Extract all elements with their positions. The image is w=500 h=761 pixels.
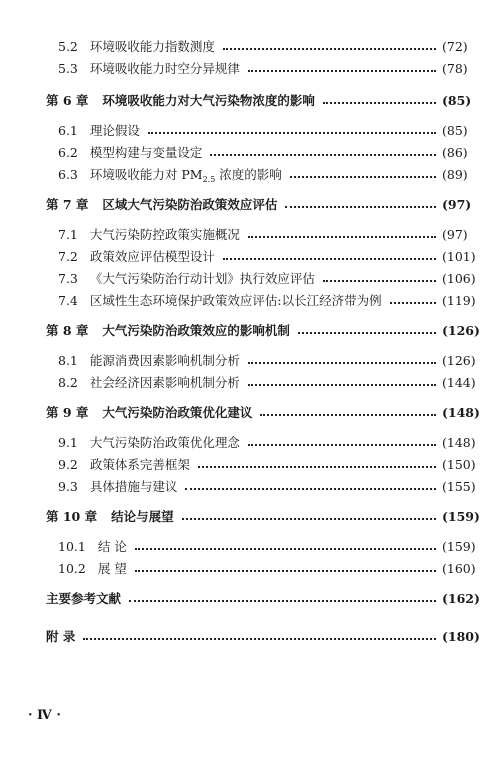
page-number: (119) — [442, 292, 476, 308]
chapter-number: 第 9 章 — [46, 405, 89, 420]
title-part: 浓度的影响 — [215, 166, 282, 182]
section-title: 区域性生态环境保护政策效应评估:以长江经济带为例 — [89, 293, 382, 308]
section-number: 7.3 — [58, 270, 78, 286]
dot-leader — [129, 600, 436, 602]
toc-entry-5-2[interactable] — [0, 36, 500, 56]
chapter-title: 区域大气污染防治政策效应评估 — [102, 197, 278, 212]
section-number: 6.1 — [58, 122, 78, 138]
section-number: 9.3 — [58, 478, 78, 494]
section-number: 6.3 — [58, 166, 78, 182]
section-title: 理论假设 — [89, 123, 140, 138]
dot-leader — [185, 488, 436, 490]
page-number: (85) — [442, 122, 468, 138]
page-number: (159) — [442, 538, 476, 554]
toc-entry-9-1[interactable] — [0, 432, 500, 452]
section-number: 7.4 — [58, 292, 78, 308]
toc-entry-chapter-8[interactable] — [0, 320, 500, 340]
page-number: (126) — [442, 322, 480, 338]
dot-leader — [210, 154, 436, 156]
section-number: 10.1 — [58, 538, 86, 554]
chapter-title: 环境吸收能力对大气污染物浓度的影响 — [102, 93, 315, 108]
dot-leader — [248, 444, 436, 446]
page-number: (155) — [442, 478, 476, 494]
section-title: 能源消费因素影响机制分析 — [89, 353, 240, 368]
toc-entry-9-3[interactable] — [0, 476, 500, 496]
dot-leader — [260, 414, 436, 416]
dot-leader — [198, 466, 436, 468]
chapter-title: 结论与展望 — [111, 509, 174, 524]
dot-leader — [298, 332, 436, 334]
page-number: (150) — [442, 456, 476, 472]
section-title: 环境吸收能力指数测度 — [89, 39, 215, 54]
dot-leader — [248, 70, 436, 72]
page-number: (89) — [442, 166, 468, 182]
section-title: 环境吸收能力时空分异规律 — [89, 61, 240, 76]
dot-leader — [223, 48, 436, 50]
page-number: (106) — [442, 270, 476, 286]
section-title: 政策体系完善框架 — [89, 457, 190, 472]
section-number: 10.2 — [58, 560, 86, 576]
toc-entry-8-1[interactable] — [0, 350, 500, 370]
dot-leader — [223, 258, 436, 260]
chapter-number: 第 7 章 — [46, 197, 89, 212]
dot-leader — [248, 236, 436, 238]
dot-leader — [182, 518, 436, 520]
toc-entry-chapter-9[interactable] — [0, 402, 500, 422]
toc-entry-6-2[interactable] — [0, 142, 500, 162]
toc-entry-chapter-10[interactable] — [0, 506, 500, 526]
toc-entry-10-1[interactable] — [0, 536, 500, 556]
chapter-number: 第 6 章 — [46, 93, 89, 108]
toc-entry-appendix[interactable] — [0, 626, 500, 646]
chapter-title: 大气污染防治政策效应的影响机制 — [102, 323, 290, 338]
dot-leader — [390, 302, 436, 304]
section-number: 7.1 — [58, 226, 78, 242]
page-number: (78) — [442, 60, 468, 76]
section-number: 8.1 — [58, 352, 78, 368]
page-number: (72) — [442, 38, 468, 54]
section-title: 《大气污染防治行动计划》执行效应评估 — [89, 271, 315, 286]
section-title: 模型构建与变量设定 — [89, 145, 203, 160]
page-number: (126) — [442, 352, 476, 368]
page-number: (86) — [442, 144, 468, 160]
page-number: (148) — [442, 404, 480, 420]
toc-entry-7-4[interactable] — [0, 290, 500, 310]
section-number: 6.2 — [58, 144, 78, 160]
section-title: 具体措施与建议 — [89, 479, 178, 494]
dot-leader — [248, 384, 436, 386]
toc-entry-7-2[interactable] — [0, 246, 500, 266]
page-number: (144) — [442, 374, 476, 390]
toc-entry-9-2[interactable] — [0, 454, 500, 474]
dot-leader — [248, 362, 436, 364]
page-number: (101) — [442, 248, 476, 264]
section-number: 5.2 — [58, 38, 78, 54]
toc-entry-7-1[interactable] — [0, 224, 500, 244]
dot-leader — [135, 570, 436, 572]
section-number: 8.2 — [58, 374, 78, 390]
dot-leader — [83, 638, 436, 640]
subscript: 2.5 — [202, 174, 216, 184]
page-number: (162) — [442, 590, 480, 606]
section-number: 9.1 — [58, 434, 78, 450]
toc-entry-6-1[interactable] — [0, 120, 500, 140]
toc-entry-chapter-7[interactable] — [0, 194, 500, 214]
section-title: 结 论 — [97, 539, 127, 554]
appendix-title: 附 录 — [46, 629, 76, 644]
dot-leader — [323, 102, 436, 104]
section-title: 大气污染防治政策优化理念 — [89, 435, 240, 450]
page-number: (180) — [442, 628, 480, 644]
title-part: 环境吸收能力对 PM — [89, 166, 203, 182]
section-title: 展 望 — [97, 561, 127, 576]
page-number: (148) — [442, 434, 476, 450]
chapter-number: 第 10 章 — [46, 509, 98, 524]
chapter-number: 第 8 章 — [46, 323, 89, 338]
dot-leader — [290, 176, 436, 178]
dot-leader — [135, 548, 436, 550]
page-footer-number: · Ⅳ · — [28, 708, 61, 723]
page-number: (85) — [442, 92, 472, 108]
page-number: (159) — [442, 508, 480, 524]
chapter-title: 大气污染防治政策优化建议 — [102, 405, 253, 420]
dot-leader — [285, 206, 436, 208]
dot-leader — [148, 132, 436, 134]
section-title: 政策效应评估模型设计 — [89, 249, 215, 264]
toc-entry-7-3[interactable] — [0, 268, 500, 288]
section-number: 5.3 — [58, 60, 78, 76]
references-title: 主要参考文献 — [46, 591, 122, 606]
toc-entry-chapter-6[interactable] — [0, 90, 500, 110]
page-number: (97) — [442, 196, 472, 212]
toc-entry-8-2[interactable] — [0, 372, 500, 392]
toc-entry-6-3[interactable] — [0, 164, 500, 184]
section-title: 社会经济因素影响机制分析 — [89, 375, 240, 390]
toc-entry-10-2[interactable] — [0, 558, 500, 578]
dot-leader — [323, 280, 436, 282]
page-number: (160) — [442, 560, 476, 576]
section-number: 9.2 — [58, 456, 78, 472]
section-number: 7.2 — [58, 248, 78, 264]
toc-entry-references[interactable] — [0, 588, 500, 608]
section-title: 大气污染防控政策实施概况 — [89, 227, 240, 242]
page-number: (97) — [442, 226, 468, 242]
toc-entry-5-3[interactable] — [0, 58, 500, 78]
section-title — [90, 165, 282, 184]
